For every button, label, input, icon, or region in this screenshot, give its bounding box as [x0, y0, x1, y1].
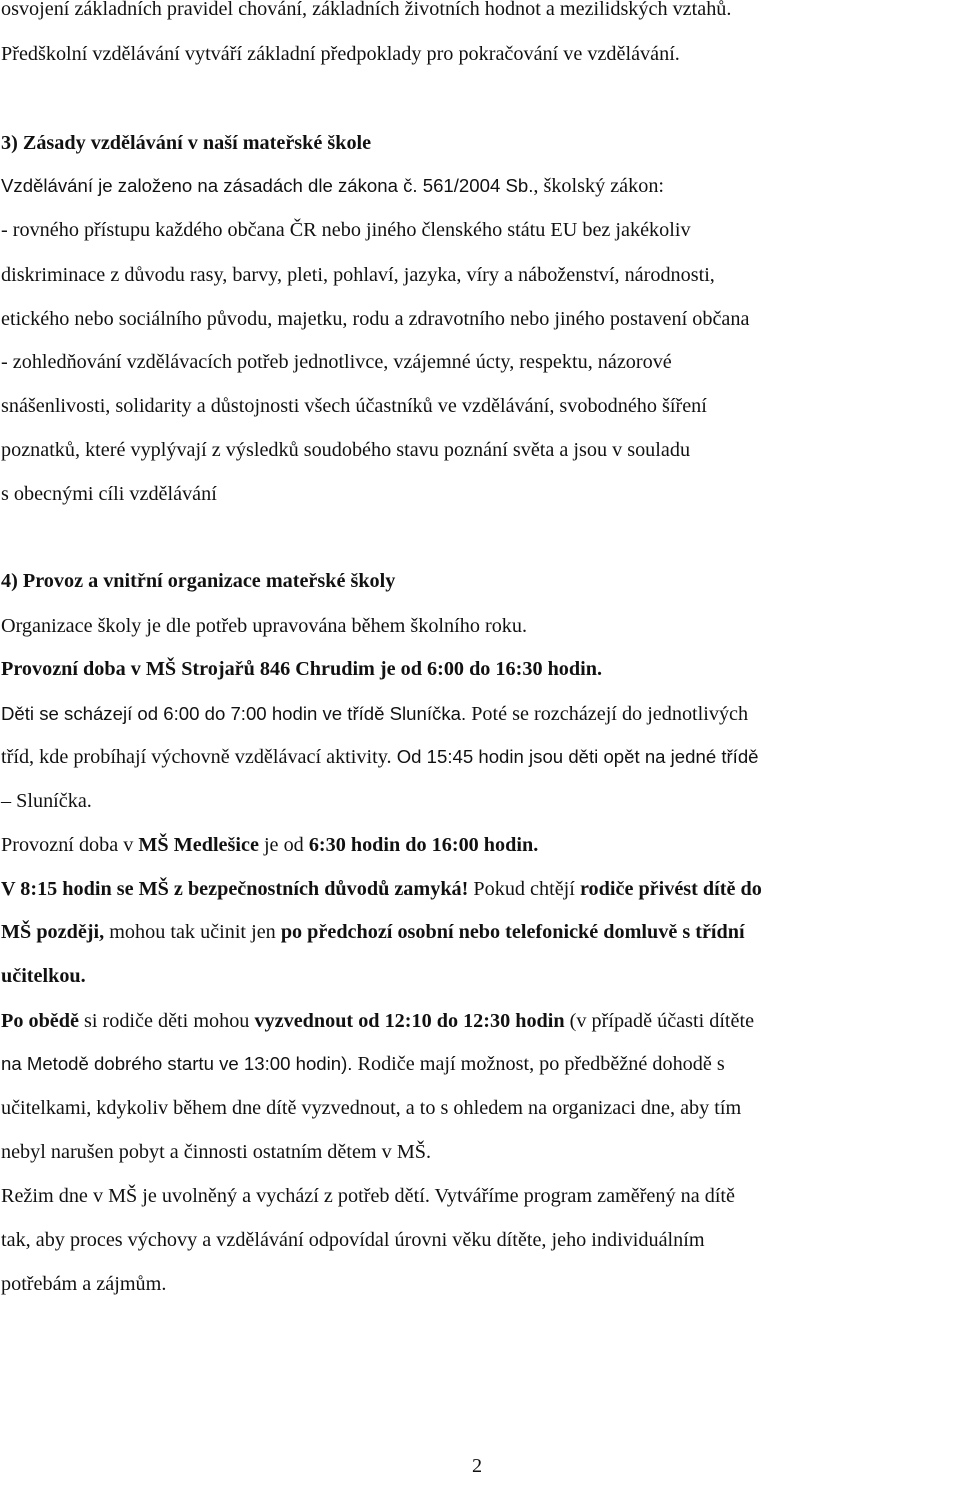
p5-line-1-b: Pokud chtějí	[468, 878, 580, 900]
section-4-p7-line-3: potřebám a zájmům.	[1, 1273, 167, 1295]
section-3-line: etického nebo sociálního původu, majetku, rodu a zdravotního nebo jiného postavení občana	[1, 308, 750, 330]
intro-line-1: osvojení základních pravidel chování, základních životních hodnot a mezilidských vztahů.	[1, 0, 732, 20]
p5-line-2-b: mohou tak učinit jen	[104, 921, 281, 943]
p6-line-2-b: Rodiče mají možnost, po předběžné dohodě s	[352, 1053, 725, 1075]
p6-line-1-b: si rodiče děti mohou	[78, 1010, 255, 1032]
p5-line-1-a: V 8:15 hodin se MŠ z bezpečnostních důvodů zamyká!	[1, 878, 469, 900]
section-4-p5-line-2	[1, 920, 745, 944]
p5-line-3: učitelkou.	[1, 965, 86, 987]
section-4-p1: Organizace školy je dle potřeb upravována během školního roku.	[1, 615, 528, 637]
section-4-p3-line-1	[1, 702, 748, 726]
p6-line-1-d: (v případě účasti dítěte	[564, 1010, 755, 1032]
section-4-p6-line-2	[1, 1052, 725, 1076]
section-4-p6-line-4: nebyl narušen pobyt a činnosti ostatním dětem v MŠ.	[1, 1141, 432, 1163]
p5-line-1-c: rodiče přivést dítě do	[579, 878, 762, 900]
p3-line-1-b: Poté se rozcházejí do jednotlivých	[466, 703, 749, 725]
p3-line-2-a: tříd, kde probíhají výchovně vzdělávací aktivity.	[1, 746, 392, 768]
section-3-line: snášenlivosti, solidarity a důstojnosti všech účastníků ve vzdělávání, svobodného šíření	[1, 395, 707, 417]
section-4-p7-line-1: Režim dne v MŠ je uvolněný a vychází z potřeb dětí. Vytváříme program zaměřený na dítě	[1, 1185, 735, 1207]
section-3-line: - zohledňování vzdělávacích potřeb jednotlivce, vzájemné úcty, respektu, názorové	[1, 351, 672, 373]
section-4-p4	[1, 833, 538, 857]
section-4-p5-line-3	[1, 964, 86, 988]
p5-line-2-a: MŠ později,	[1, 921, 105, 943]
p6-line-1-a: Po obědě	[1, 1010, 79, 1032]
section-4-p2	[1, 657, 602, 681]
p6-line-1-c: vyzvednout od 12:10 do 12:30 hodin	[254, 1010, 565, 1032]
intro-line-2: Předškolní vzdělávání vytváří základní předpoklady pro pokračování ve vzdělávání.	[1, 43, 680, 65]
section-4-p7-line-2: tak, aby proces výchovy a vzdělávání odpovídal úrovni věku dítěte, jeho individuálním	[1, 1229, 705, 1251]
p4-b: MŠ Medlešice	[138, 834, 259, 856]
section-4-p3-line-2	[1, 745, 759, 769]
section-4-p6-line-1	[1, 1009, 754, 1033]
p6-line-2-a: na Metodě dobrého startu ve 13:00 hodin).	[1, 1053, 353, 1074]
p3-line-1-a: Děti se scházejí od 6:00 do 7:00 hodin ve třídě Sluníčka.	[1, 703, 467, 724]
p3-line-2-b: Od 15:45 hodin jsou děti opět na jedné třídě	[391, 746, 759, 767]
p5-line-2-c: po předchozí osobní nebo telefonické domluvě s třídní	[280, 921, 745, 943]
p4-c: je od	[258, 834, 309, 856]
section-3-line: diskriminace z důvodu rasy, barvy, pleti, pohlaví, jazyka, víry a náboženství, národnosti,	[1, 264, 715, 286]
section-4-p5-line-1	[1, 877, 762, 901]
section-4-heading	[1, 569, 395, 593]
section-3-lead-a: Vzdělávání je založeno na zásadách dle zákona č. 561/2004 Sb.	[1, 175, 534, 196]
section-4-p3-line-3: – Sluníčka.	[1, 790, 92, 812]
section-3-heading	[1, 131, 371, 155]
p4-a: Provozní doba v	[1, 834, 139, 856]
section-4-heading-text: 4) Provoz a vnitřní organizace mateřské školy	[1, 570, 396, 592]
p4-d: 6:30 hodin do 16:00 hodin.	[308, 834, 539, 856]
section-3-line: poznatků, které vyplývají z výsledků soudobého stavu poznání světa a jsou v souladu	[1, 439, 691, 461]
section-3-line: - rovného přístupu každého občana ČR nebo jiného členského státu EU bez jakékoliv	[1, 219, 691, 241]
section-3-lead-b: , školský zákon:	[533, 175, 665, 197]
section-3-heading-text: 3) Zásady vzdělávání v naší mateřské škole	[1, 132, 372, 154]
section-3-line: s obecnými cíli vzdělávání	[1, 483, 217, 505]
operating-hours-strojaru: Provozní doba v MŠ Strojařů 846 Chrudim je od 6:00 do 16:30 hodin.	[1, 658, 603, 680]
section-4-p6-line-3: učitelkami, kdykoliv během dne dítě vyzvednout, a to s ohledem na organizaci dne, aby tím	[1, 1097, 742, 1119]
page-number: 2	[472, 1455, 483, 1477]
section-3-lead	[1, 174, 664, 198]
